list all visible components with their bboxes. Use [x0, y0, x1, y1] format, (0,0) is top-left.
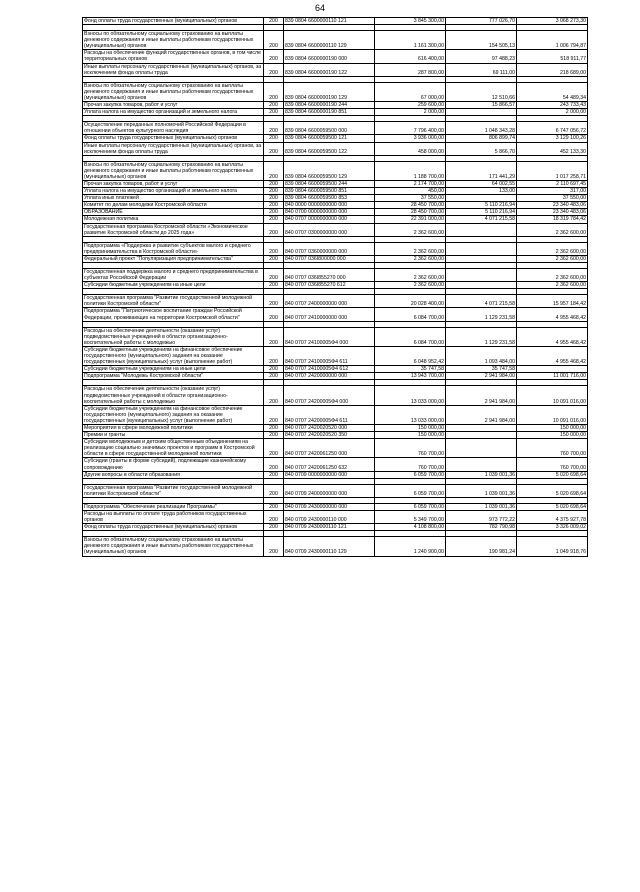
row-kbk: 840 0707 0360000000 000 — [284, 242, 375, 255]
row-assigned: 259 600,00 — [375, 102, 446, 109]
row-executed: 64 002,55 — [446, 180, 517, 187]
row-code: 200 — [264, 439, 284, 458]
row-name: Уплата налога на имущество организаций и земельного налога — [83, 109, 264, 116]
row-assigned: 22 391 000,00 — [375, 216, 446, 223]
row-assigned: 37 550,00 — [375, 195, 446, 202]
row-executed: 171 441,29 — [446, 161, 517, 180]
table-row — [83, 242, 588, 255]
table-row — [83, 405, 588, 424]
table-row — [83, 195, 588, 202]
row-kbk: 839 0804 6600000190 122 — [284, 63, 375, 76]
row-executed: 1 039 001,36 — [446, 471, 517, 478]
row-code: 200 — [264, 209, 284, 216]
table-row — [83, 439, 588, 458]
row-remainder: 317,00 — [517, 188, 588, 195]
row-kbk: 839 0804 6600059500 000 — [284, 122, 375, 135]
row-remainder: 760 700,00 — [517, 439, 588, 458]
row-executed: 5 110 216,94 — [446, 202, 517, 209]
row-assigned: 458 000,00 — [375, 142, 446, 155]
row-assigned: 2 174 700,00 — [375, 180, 446, 187]
row-assigned: 3 845 300,00 — [375, 18, 446, 25]
row-code: 200 — [264, 242, 284, 255]
row-executed: 2 941 984,00 — [446, 405, 517, 424]
row-kbk: 840 0707 24100005Ф4 612 — [284, 366, 375, 373]
row-name: Субсидии молодежным и детским общественным объединениям на реализацию социально значимых проектов и программ в Костромской области в сфере государственной молодежной политики — [83, 439, 264, 458]
row-code: 200 — [264, 82, 284, 101]
row-assigned: 13 943 700,00 — [375, 373, 446, 380]
row-executed: 133,00 — [446, 188, 517, 195]
row-code: 200 — [264, 366, 284, 373]
row-name: Федеральный проект "Популяризация предпринимательства" — [83, 255, 264, 262]
row-kbk: 840 0707 2420000000 000 — [284, 373, 375, 380]
row-code: 200 — [264, 511, 284, 524]
row-name: Прочая закупка товаров, работ и услуг — [83, 180, 264, 187]
row-remainder — [517, 366, 588, 373]
row-kbk: 840 0707 036I855270 000 — [284, 269, 375, 282]
row-remainder: 2 362 600,00 — [517, 242, 588, 255]
row-remainder: 54 489,34 — [517, 82, 588, 101]
row-code: 200 — [264, 432, 284, 439]
row-name: Уплата иных платежей — [83, 195, 264, 202]
row-name: Осуществление переданных полномочий Российской Федерации в отношении объектов культурного наследия — [83, 122, 264, 135]
row-kbk: 839 0804 6600000110 129 — [284, 31, 375, 50]
row-remainder: 11 001 716,00 — [517, 373, 588, 380]
row-name: Подпрограмма "Обеспечение реализации Программы" — [83, 503, 264, 510]
row-remainder: 6 747 056,72 — [517, 122, 588, 135]
row-code: 200 — [264, 327, 284, 346]
row-code: 200 — [264, 458, 284, 471]
table-row — [83, 102, 588, 109]
row-code: 200 — [264, 223, 284, 236]
row-code: 200 — [264, 142, 284, 155]
table-row — [83, 327, 588, 346]
row-assigned: 450,00 — [375, 188, 446, 195]
row-name: Премии и гранты — [83, 432, 264, 439]
row-executed: 1 129 231,58 — [446, 308, 517, 321]
row-assigned: 28 450 700,00 — [375, 209, 446, 216]
row-remainder: 760 700,00 — [517, 458, 588, 471]
row-remainder: 243 733,43 — [517, 102, 588, 109]
row-executed: 1 039 001,36 — [446, 484, 517, 497]
row-name: Подпрограмма "Патриотическое воспитание граждан Российской Федерации, проживающих на территории Костромской области" — [83, 308, 264, 321]
row-executed — [446, 223, 517, 236]
row-kbk: 840 0700 0000000000 000 — [284, 209, 375, 216]
row-name: ОБРАЗОВАНИЕ — [83, 209, 264, 216]
row-remainder: 18 319 784,42 — [517, 216, 588, 223]
row-remainder: 1 049 918,76 — [517, 537, 588, 556]
row-code: 200 — [264, 373, 284, 380]
row-name: Расходы на обеспечение функций государственных органов, в том числе территориальных органов — [83, 50, 264, 63]
row-kbk: 840 0707 036I800000 000 — [284, 255, 375, 262]
table-row — [83, 18, 588, 25]
table-row — [83, 109, 588, 116]
table-row — [83, 386, 588, 405]
page-number: 64 — [314, 3, 325, 13]
row-name: Фонд оплаты труда государственных (муниципальных) органов — [83, 135, 264, 142]
row-remainder: 3 326 009,02 — [517, 524, 588, 531]
row-executed — [446, 432, 517, 439]
table-row — [83, 424, 588, 431]
row-code: 200 — [264, 50, 284, 63]
table-row — [83, 161, 588, 180]
row-executed: 5 110 216,94 — [446, 209, 517, 216]
row-assigned: 2 362 600,00 — [375, 269, 446, 282]
table-row — [83, 31, 588, 50]
row-name: Прочая закупка товаров, работ и услуг — [83, 102, 264, 109]
row-assigned: 7 796 400,00 — [375, 122, 446, 135]
row-kbk: 839 0804 6600000190 000 — [284, 50, 375, 63]
row-executed: 4 071 215,58 — [446, 216, 517, 223]
row-code: 200 — [264, 255, 284, 262]
table-row — [83, 373, 588, 380]
row-assigned: 2 362 600,00 — [375, 255, 446, 262]
row-name: Расходы на обеспечение деятельности (оказание услуг) подведомственных учреждений в области организационно-воспитательной работы с молодежью — [83, 386, 264, 405]
row-code: 200 — [264, 188, 284, 195]
row-kbk: 840 0707 2400000000 000 — [284, 295, 375, 308]
row-assigned: 6 084 700,00 — [375, 308, 446, 321]
row-code: 200 — [264, 282, 284, 289]
row-executed: 69 111,00 — [446, 63, 517, 76]
row-assigned: 2 362 600,00 — [375, 282, 446, 289]
row-code: 200 — [264, 18, 284, 25]
table-row — [83, 188, 588, 195]
row-executed: 777 026,70 — [446, 18, 517, 25]
row-code: 200 — [264, 31, 284, 50]
row-remainder: 15 957 184,42 — [517, 295, 588, 308]
row-remainder: 23 340 483,06 — [517, 202, 588, 209]
row-assigned: 760 700,00 — [375, 458, 446, 471]
row-code: 200 — [264, 424, 284, 431]
table-row — [83, 524, 588, 531]
row-name: Государственная программа "Развитие государственной молодежной политики Костромской области" — [83, 295, 264, 308]
row-kbk: 840 0707 2410000000 000 — [284, 308, 375, 321]
row-code: 200 — [264, 269, 284, 282]
table-row — [83, 511, 588, 524]
row-executed — [446, 242, 517, 255]
row-executed — [446, 458, 517, 471]
row-assigned: 6 048 952,42 — [375, 346, 446, 365]
row-executed: 806 899,74 — [446, 135, 517, 142]
row-name: Субсидии бюджетным учреждениям на финансовое обеспечение государственного (муниципального) задания на оказание государственных (муниципальных) услуг (выполнение работ) — [83, 405, 264, 424]
row-kbk: 840 0707 2420061250 632 — [284, 458, 375, 471]
row-remainder: 2 000,00 — [517, 109, 588, 116]
row-code: 200 — [264, 180, 284, 187]
table-row — [83, 269, 588, 282]
row-remainder: 4 375 927,78 — [517, 511, 588, 524]
row-kbk: 839 0804 6600000190 851 — [284, 109, 375, 116]
table-row — [83, 122, 588, 135]
table-row — [83, 366, 588, 373]
row-assigned: 6 059 700,00 — [375, 484, 446, 497]
row-remainder: 2 110 697,45 — [517, 180, 588, 187]
row-remainder: 4 955 468,42 — [517, 308, 588, 321]
row-code: 200 — [264, 295, 284, 308]
row-executed — [446, 439, 517, 458]
row-remainder: 2 362 600,00 — [517, 269, 588, 282]
table-row — [83, 82, 588, 101]
row-kbk: 840 0000 0000000000 000 — [284, 202, 375, 209]
row-remainder: 4 955 468,42 — [517, 346, 588, 365]
table-row — [83, 295, 588, 308]
table-row — [83, 209, 588, 216]
row-remainder: 518 911,77 — [517, 50, 588, 63]
row-remainder: 2 362 600,00 — [517, 223, 588, 236]
table-row — [83, 432, 588, 439]
row-assigned: 616 400,00 — [375, 50, 446, 63]
table-row — [83, 537, 588, 556]
row-kbk: 840 0709 2430000110 121 — [284, 524, 375, 531]
row-name: Иные выплаты персоналу государственных (муниципальных) органов, за исключением фонда оплаты труда — [83, 63, 264, 76]
row-executed: 1 039 001,36 — [446, 503, 517, 510]
row-name: Взносы по обязательному социальному страхованию на выплаты денежного содержания и иные выплаты работникам государственных (муниципальных) органов — [83, 537, 264, 556]
table-row — [83, 50, 588, 63]
table-row — [83, 503, 588, 510]
row-remainder: 3 068 273,30 — [517, 18, 588, 25]
table-row — [83, 346, 588, 365]
row-remainder: 5 020 698,64 — [517, 484, 588, 497]
row-remainder: 5 020 698,64 — [517, 503, 588, 510]
row-code: 200 — [264, 216, 284, 223]
row-assigned: 5 349 700,00 — [375, 511, 446, 524]
row-kbk: 839 0804 6600059500 244 — [284, 180, 375, 187]
row-kbk: 840 0707 036I855270 612 — [284, 282, 375, 289]
row-name: Фонд оплаты труда государственных (муниципальных) органов — [83, 18, 264, 25]
row-assigned: 13 033 000,00 — [375, 386, 446, 405]
row-assigned: 6 059 700,00 — [375, 503, 446, 510]
table-row — [83, 223, 588, 236]
row-executed: 1 093 484,00 — [446, 346, 517, 365]
row-name: Субсидии (гранты в форме субсидий), подлежащие казначейскому сопровождению — [83, 458, 264, 471]
row-assigned: 150 000,00 — [375, 432, 446, 439]
row-name: Взносы по обязательному социальному страхованию на выплаты денежного содержания и иные выплаты работникам государственных (муниципальных) органов — [83, 161, 264, 180]
row-kbk: 839 0804 6600000190 129 — [284, 82, 375, 101]
row-remainder: 5 020 698,64 — [517, 471, 588, 478]
table-row — [83, 308, 588, 321]
table-row — [83, 142, 588, 155]
table-row — [83, 216, 588, 223]
row-executed: 154 505,13 — [446, 31, 517, 50]
row-executed: 12 510,66 — [446, 82, 517, 101]
row-code: 200 — [264, 102, 284, 109]
row-remainder: 1 017 258,71 — [517, 161, 588, 180]
row-executed: 1 129 231,58 — [446, 327, 517, 346]
row-assigned: 1 240 900,00 — [375, 537, 446, 556]
row-kbk: 839 0804 6600000110 121 — [284, 18, 375, 25]
row-kbk: 840 0707 0000000000 000 — [284, 216, 375, 223]
table-row — [83, 471, 588, 478]
row-kbk: 840 0707 24100005Ф4 611 — [284, 346, 375, 365]
row-assigned: 67 000,00 — [375, 82, 446, 101]
row-kbk: 840 0707 24200005Ф4 000 — [284, 386, 375, 405]
table-row — [83, 63, 588, 76]
budget-table — [82, 17, 588, 557]
row-assigned: 1 161 300,00 — [375, 31, 446, 50]
row-name: Взносы по обязательному социальному страхованию на выплаты денежного содержания и иные выплаты работникам государственных (муниципальных) органов — [83, 82, 264, 101]
row-name: Комитет по делам молодежи Костромской области — [83, 202, 264, 209]
row-assigned: 760 700,00 — [375, 439, 446, 458]
row-name: Субсидии бюджетным учреждениям на финансовое обеспечение государственного (муниципального) задания на оказание государственных (муниципальных) услуг (выполнение работ) — [83, 346, 264, 365]
row-kbk: 840 0709 2430000110 129 — [284, 537, 375, 556]
table-row — [83, 202, 588, 209]
row-kbk: 839 0804 6600059500 122 — [284, 142, 375, 155]
row-assigned: 2 362 600,00 — [375, 242, 446, 255]
row-assigned: 28 450 700,00 — [375, 202, 446, 209]
row-assigned: 35 747,58 — [375, 366, 446, 373]
row-kbk: 839 0804 6600000190 244 — [284, 102, 375, 109]
row-code: 200 — [264, 537, 284, 556]
row-code: 200 — [264, 346, 284, 365]
table-row — [83, 484, 588, 497]
row-name: Взносы по обязательному социальному страхованию на выплаты денежного содержания и иные выплаты работникам государственных (муниципальных) органов — [83, 31, 264, 50]
row-code: 200 — [264, 308, 284, 321]
row-name: Молодежная политика — [83, 216, 264, 223]
row-remainder: 2 362 600,00 — [517, 255, 588, 262]
row-name: Другие вопросы в области образования — [83, 471, 264, 478]
row-code: 200 — [264, 386, 284, 405]
row-executed: 190 981,24 — [446, 537, 517, 556]
row-code: 200 — [264, 195, 284, 202]
row-code: 200 — [264, 471, 284, 478]
row-executed — [446, 109, 517, 116]
row-assigned: 6 084 700,00 — [375, 327, 446, 346]
table-row — [83, 135, 588, 142]
row-executed: 35 747,58 — [446, 366, 517, 373]
row-assigned: 4 108 800,00 — [375, 524, 446, 531]
row-executed — [446, 195, 517, 202]
row-executed — [446, 282, 517, 289]
row-kbk: 840 0709 2430000110 000 — [284, 511, 375, 524]
row-remainder: 37 550,00 — [517, 195, 588, 202]
row-kbk: 839 0804 6600059500 121 — [284, 135, 375, 142]
row-kbk: 840 0709 2400000000 000 — [284, 484, 375, 497]
row-assigned: 287 800,00 — [375, 63, 446, 76]
row-executed — [446, 424, 517, 431]
row-kbk: 840 0707 0300000000 000 — [284, 223, 375, 236]
row-remainder: 23 340 483,06 — [517, 209, 588, 216]
row-code: 200 — [264, 109, 284, 116]
row-remainder: 218 689,00 — [517, 63, 588, 76]
row-code: 200 — [264, 161, 284, 180]
row-assigned: 13 033 000,00 — [375, 405, 446, 424]
row-remainder: 10 091 016,00 — [517, 405, 588, 424]
row-kbk: 840 0707 24200005Ф4 611 — [284, 405, 375, 424]
row-executed: 2 941 984,00 — [446, 373, 517, 380]
row-executed: 782 790,98 — [446, 524, 517, 531]
row-name: Государственная поддержка малого и среднего предпринимательства в субъектах Российской Федерации — [83, 269, 264, 282]
row-code: 200 — [264, 524, 284, 531]
row-remainder: 1 006 794,87 — [517, 31, 588, 50]
row-remainder: 150 000,00 — [517, 432, 588, 439]
row-remainder: 452 133,30 — [517, 142, 588, 155]
row-kbk: 840 0707 2420020520 350 — [284, 432, 375, 439]
row-remainder: 10 091 016,00 — [517, 386, 588, 405]
row-name: Мероприятия в сфере молодежной политики — [83, 424, 264, 431]
row-assigned: 2 362 600,00 — [375, 223, 446, 236]
table-row — [83, 282, 588, 289]
row-executed: 5 866,70 — [446, 142, 517, 155]
row-kbk: 840 0709 0000000000 000 — [284, 471, 375, 478]
row-code: 200 — [264, 503, 284, 510]
row-kbk: 840 0709 2430000000 000 — [284, 503, 375, 510]
row-code: 200 — [264, 484, 284, 497]
row-executed: 2 941 984,00 — [446, 386, 517, 405]
row-kbk: 840 0707 2420061250 000 — [284, 439, 375, 458]
table-row — [83, 458, 588, 471]
row-executed: 15 866,57 — [446, 102, 517, 109]
row-code: 200 — [264, 135, 284, 142]
row-kbk: 839 0804 6600059500 129 — [284, 161, 375, 180]
row-name: Фонд оплаты труда государственных (муниципальных) органов — [83, 524, 264, 531]
row-name: Государственная программа Костромской области «Экономическое развитие Костромской области до 2025 года» — [83, 223, 264, 236]
row-assigned: 3 936 000,00 — [375, 135, 446, 142]
row-code: 200 — [264, 122, 284, 135]
row-name: Субсидии бюджетным учреждениям на иные цели — [83, 366, 264, 373]
row-name: Иные выплаты персоналу государственных (муниципальных) органов, за исключением фонда оплаты труда — [83, 142, 264, 155]
row-executed: 97 488,23 — [446, 50, 517, 63]
row-code: 200 — [264, 63, 284, 76]
row-assigned: 6 059 700,00 — [375, 471, 446, 478]
row-remainder: 150 000,00 — [517, 424, 588, 431]
row-code: 200 — [264, 202, 284, 209]
row-assigned: 1 188 700,00 — [375, 161, 446, 180]
row-name: Уплата налога на имущество организаций и земельного налога — [83, 188, 264, 195]
row-executed: 1 048 343,28 — [446, 122, 517, 135]
row-kbk: 840 0707 2420020520 000 — [284, 424, 375, 431]
row-kbk: 839 0804 6600059500 853 — [284, 195, 375, 202]
row-kbk: 840 0707 24100005Ф4 000 — [284, 327, 375, 346]
row-executed — [446, 269, 517, 282]
row-assigned: 20 028 400,00 — [375, 295, 446, 308]
row-name: Расходы на выплаты по оплате труда работников государственных органов — [83, 511, 264, 524]
row-assigned: 2 000,00 — [375, 109, 446, 116]
row-name: Государственная программа "Развитие государственной молодежной политики Костромской области" — [83, 484, 264, 497]
row-name: Подпрограмма «Поддержка и развитие субъектов малого и среднего предпринимательства в Костромской области» — [83, 242, 264, 255]
row-remainder: 4 955 468,42 — [517, 327, 588, 346]
row-executed: 4 071 215,58 — [446, 295, 517, 308]
row-name: Субсидии бюджетным учреждениям на иные цели — [83, 282, 264, 289]
row-executed: 973 772,22 — [446, 511, 517, 524]
row-name: Расходы на обеспечение деятельности (оказание услуг) подведомственных учреждений в области организационно-воспитательной работы с молодежью — [83, 327, 264, 346]
row-remainder: 3 129 100,26 — [517, 135, 588, 142]
row-remainder: 2 362 600,00 — [517, 282, 588, 289]
row-kbk: 839 0804 6600059500 851 — [284, 188, 375, 195]
table-row — [83, 180, 588, 187]
table-body — [83, 18, 588, 557]
row-code: 200 — [264, 405, 284, 424]
row-executed — [446, 255, 517, 262]
table-row — [83, 255, 588, 262]
row-name: Подпрограмма "Молодежь Костромской области" — [83, 373, 264, 380]
row-assigned: 150 000,00 — [375, 424, 446, 431]
